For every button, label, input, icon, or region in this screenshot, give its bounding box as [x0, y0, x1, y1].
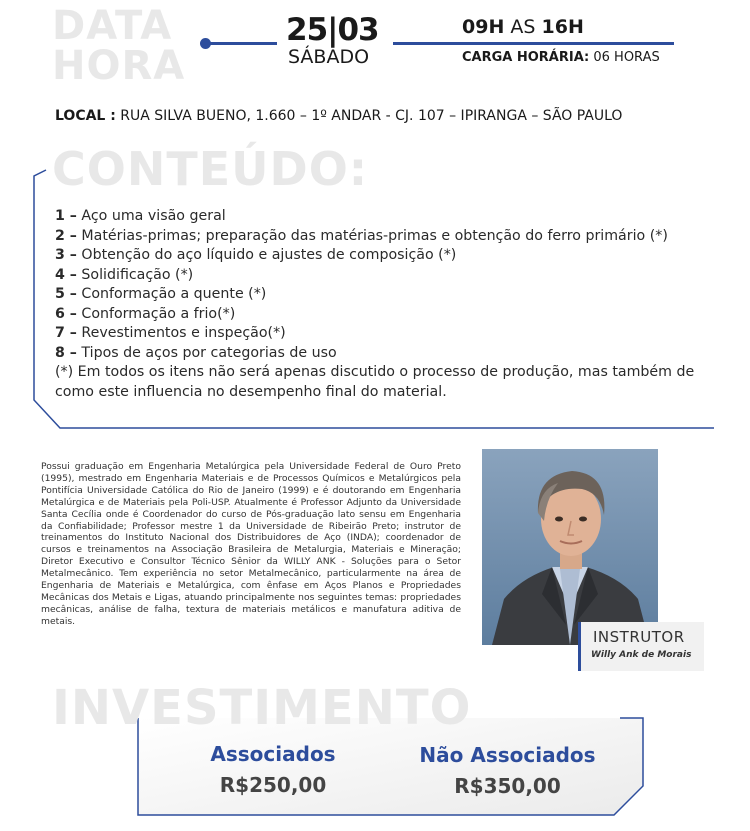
topic-text: Conformação a quente (*)	[81, 286, 267, 302]
topic-item	[55, 344, 705, 364]
ghost-heading-hora: HORA	[52, 43, 186, 89]
topic-number: 1 –	[55, 208, 77, 224]
topic-item	[55, 285, 705, 305]
nao-associados-label: Não Associados	[419, 743, 596, 767]
local-value: RUA SILVA BUENO, 1.660 – 1º ANDAR - CJ. 107 – IPIRANGA – SÃO PAULO	[120, 108, 623, 124]
topic-item	[55, 266, 705, 286]
event-date: 25|03	[286, 12, 379, 48]
topic-number: 3 –	[55, 247, 77, 263]
topic-item	[55, 207, 705, 227]
time-start: 09H	[462, 16, 505, 38]
instructor-bio: Possui graduação em Engenharia Metalúrgica pela Universidade Federal de Ouro Preto (1995), mestrado em Engenharia Materiais e de Processos Químicos e Metalúrgicos pela Pontifícia Universidade Católica do Rio de Janeiro (1999) e é doutorando em Engenharia Metalúrgica e de Materiais pela Poli-USP. Atualmente é Professor Adjunto da Universidade Santa Cecília onde é Coordenador do curso de Pós-graduação lato sensu em Engenharia da Confiabilidade; Professor mestre 1 da Universidade de Ribeirão Preto; instrutor de treinamentos do Instituto Nacional dos Distribuidores de Aço (INDA); coordenador de cursos e treinamentos na Associação Brasileira de Metalurgia, Materiais e Mineração; Diretor Executivo e Consultor Técnico Sênior da WILLY ANK - Soluções para o Setor Metalmecânico. Tem experiência no setor Metalmecânico, particularmente na área de Engenharia de Materiais e Metalúrgica, com ênfase em Aços Planos e Propriedades Mecânicas dos Metais e Ligas, atuando principalmente nos seguintes temas: propriedades mecânicas, análise de falha, textura de materiais metálicos e manufatura aditiva de metais.	[41, 461, 461, 627]
event-weekday: SÁBADO	[288, 46, 370, 68]
instructor-name: Willy Ank de Morais	[591, 650, 692, 660]
associados-price: R$250,00	[219, 773, 327, 797]
topic-list	[55, 207, 705, 402]
ghost-heading-conteudo: CONTEÚDO:	[52, 142, 369, 196]
topic-text: Matérias-primas; preparação das matérias-primas e obtenção do ferro primário (*)	[81, 227, 668, 244]
time-separator: AS	[510, 16, 536, 38]
topic-text: Tipos de aços por categorias de uso	[81, 344, 337, 361]
topic-text: Aço uma visão geral	[81, 208, 226, 224]
topic-number: 7 –	[55, 325, 77, 341]
ghost-heading-data: DATA	[52, 3, 173, 49]
topic-text: Revestimentos e inspeção(*)	[81, 325, 286, 341]
carga-label: CARGA HORÁRIA:	[462, 50, 590, 65]
topic-number: 8 –	[55, 344, 77, 361]
local-label: LOCAL :	[55, 108, 116, 124]
topic-text: Conformação a frio(*)	[81, 305, 236, 322]
instructor-title: INSTRUTOR	[593, 628, 685, 646]
associados-label: Associados	[210, 742, 336, 766]
instructor-photo	[482, 449, 658, 645]
topic-text: Solidificação (*)	[81, 266, 194, 283]
carga-value: 06 HORAS	[593, 50, 660, 65]
topic-number: 6 –	[55, 305, 77, 322]
topic-number: 4 –	[55, 266, 77, 283]
nao-associados-price: R$350,00	[454, 774, 561, 798]
topic-number: 5 –	[55, 286, 77, 302]
topic-item	[55, 227, 705, 247]
ghost-heading-investimento: INVESTIMENTO	[52, 680, 472, 736]
topic-item	[55, 246, 705, 266]
topic-item	[55, 305, 705, 325]
time-end: 16H	[541, 16, 584, 38]
topic-number: 2 –	[55, 227, 77, 244]
topic-note: (*) Em todos os itens não será apenas discutido o processo de produção, mas também de como este influencia no desempenho final do material.	[55, 364, 695, 400]
topic-text: Obtenção do aço líquido e ajustes de composição (*)	[81, 247, 457, 263]
topic-item	[55, 324, 705, 344]
